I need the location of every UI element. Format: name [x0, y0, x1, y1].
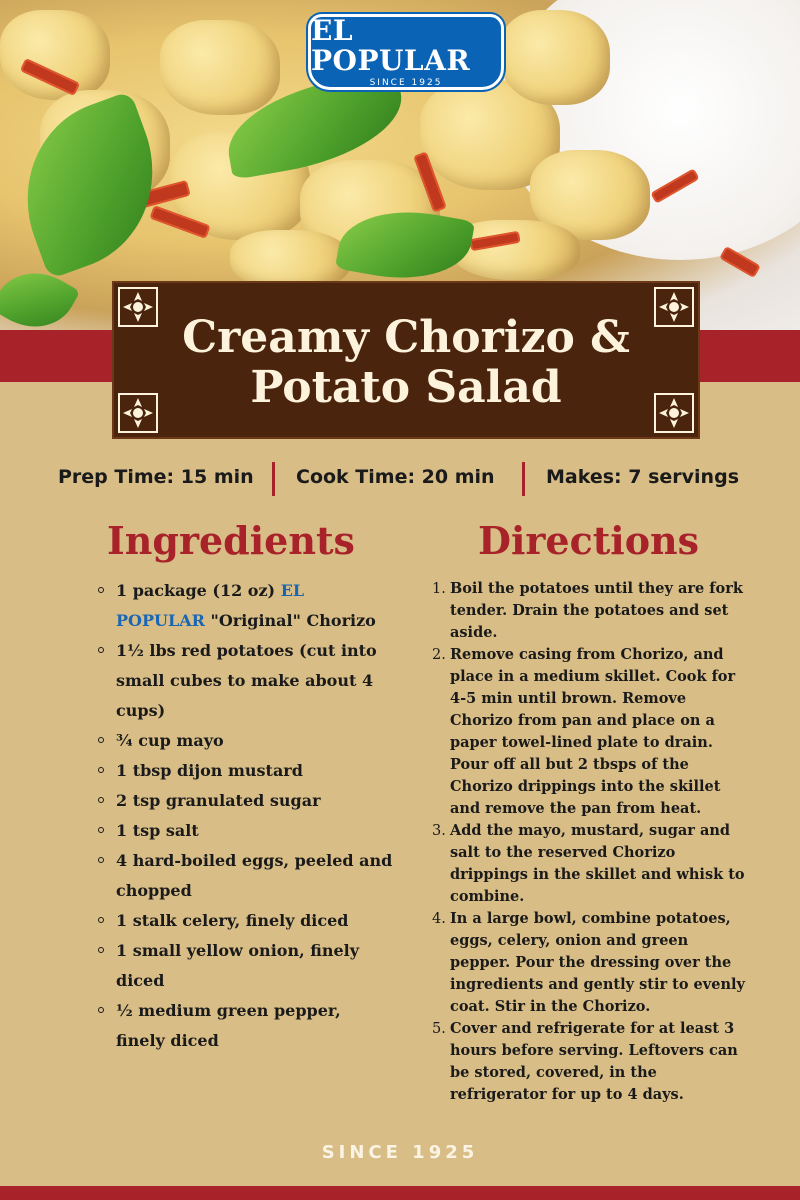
bullet-icon [98, 827, 104, 833]
ingredient-text: 1 tsp salt [116, 821, 199, 840]
step-number: 1. [432, 581, 446, 597]
ingredient-text: ¾ cup mayo [116, 731, 224, 750]
meta-divider [272, 462, 275, 496]
bullet-icon [98, 797, 104, 803]
ingredient-text: 4 hard-boiled eggs, peeled and chopped [116, 851, 393, 900]
cook-time: Cook Time: 20 min [296, 466, 495, 488]
ingredient-item [98, 786, 394, 816]
ingredient-text: ½ medium green pepper, finely diced [116, 1001, 341, 1050]
ingredient-text: 1½ lbs red potatoes (cut into small cubes to make about 4 cups) [116, 641, 377, 720]
ingredient-item [98, 636, 394, 726]
directions-list [430, 578, 746, 1106]
step-number: 2. [432, 647, 446, 663]
title-box [112, 281, 700, 439]
ingredient-item [98, 816, 394, 846]
bullet-icon [98, 737, 104, 743]
bullet-icon [98, 587, 104, 593]
bullet-icon [98, 647, 104, 653]
ingredient-item [98, 936, 394, 996]
red-bottom-band [0, 1186, 800, 1200]
ingredient-text: 1 stalk celery, finely diced [116, 911, 349, 930]
direction-step [430, 578, 746, 644]
ingredient-text: 1 tbsp dijon mustard [116, 761, 303, 780]
title-line-1: Creamy Chorizo & [182, 312, 630, 363]
ingredient-text: 2 tsp granulated sugar [116, 791, 321, 810]
ingredient-item [98, 576, 394, 636]
ingredient-text: 1 small yellow onion, finely diced [116, 941, 360, 990]
bullet-icon [98, 947, 104, 953]
potato-piece [160, 20, 280, 115]
direction-step [430, 908, 746, 1018]
step-text: Add the mayo, mustard, sugar and salt to the reserved Chorizo drippings in the skillet and whisk to combine. [450, 822, 745, 905]
el-popular-logo [308, 14, 504, 90]
ingredient-text: "Original" Chorizo [204, 611, 376, 630]
step-text: In a large bowl, combine potatoes, eggs, celery, onion and green pepper. Pour the dressing over the ingredients and gently stir to evenly coat. Stir in the Chorizo. [450, 910, 745, 1015]
potato-piece [500, 10, 610, 105]
bullet-icon [98, 1007, 104, 1013]
directions-heading: Directions [478, 518, 700, 563]
ingredient-text: 1 package (12 oz) [116, 581, 281, 600]
footer-since: SINCE 1925 [321, 1142, 479, 1163]
prep-time: Prep Time: 15 min [58, 466, 254, 488]
direction-step [430, 644, 746, 820]
ingredient-item [98, 906, 394, 936]
direction-step [430, 820, 746, 908]
bullet-icon [98, 767, 104, 773]
step-text: Remove casing from Chorizo, and place in a medium skillet. Cook for 4-5 min until brown. Remove Chorizo from pan and place on a paper towel-lined plate to drain. Pour off all but 2 tbsps of the Chorizo drippings into the skillet and remove the pan from heat. [450, 646, 736, 817]
meta-divider [522, 462, 525, 496]
ingredient-item [98, 756, 394, 786]
recipe-title [114, 313, 698, 413]
bullet-icon [98, 857, 104, 863]
logo-since: SINCE 1925 [369, 78, 443, 88]
step-number: 4. [432, 911, 446, 927]
bullet-icon [98, 917, 104, 923]
step-number: 5. [432, 1021, 446, 1037]
logo-wordmark: EL POPULAR [311, 14, 471, 77]
servings: Makes: 7 servings [546, 466, 739, 488]
ingredients-list [98, 576, 394, 1056]
ingredient-item [98, 726, 394, 756]
ingredients-heading: Ingredients [107, 518, 355, 563]
title-line-2: Potato Salad [250, 362, 562, 413]
brand-name: EL POPULAR [116, 581, 305, 630]
ingredient-item [98, 996, 394, 1056]
step-text: Cover and refrigerate for at least 3 hours before serving. Leftovers can be stored, covered, in the refrigerator for up to 4 days. [450, 1020, 738, 1103]
recipe-meta [0, 460, 800, 498]
step-text: Boil the potatoes until they are fork tender. Drain the potatoes and set aside. [450, 580, 743, 641]
step-number: 3. [432, 823, 446, 839]
direction-step [430, 1018, 746, 1106]
ingredient-item [98, 846, 394, 906]
